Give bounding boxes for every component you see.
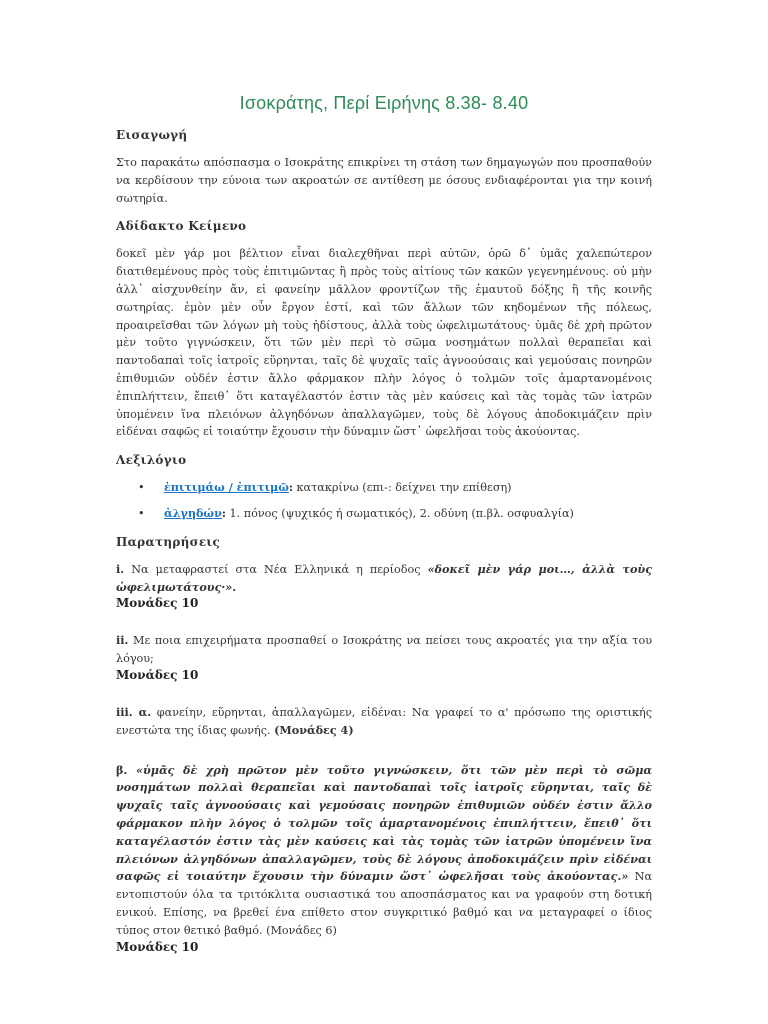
- notes-heading: Παρατηρήσεις: [116, 534, 221, 549]
- intro-text: Στο παρακάτω απόσπασμα ο Ισοκράτης επικρίνει τη στάση των δημαγωγών που προσπαθούν να κερδίσουν την εύνοια των ακροατών σε αντίθεση με όσους ενδιαφέρονται για την κοινή σωτηρία.: [116, 156, 652, 205]
- question-quote: «ὑμᾶς δὲ χρὴ πρῶτον μὲν τοῦτο γιγνώσκειν, ὅτι τῶν μὲν περὶ τὸ σῶμα νοσημάτων πολλαὶ θεραπεῖαι καὶ παντοδαπαὶ τοῖς ἰατροῖς εὕρηνται, ταῖς δὲ ψυχαῖς ταῖς ἀγνοούσαις καὶ γεμούσαις πονηρῶν ἐπιθυμιῶν οὐδέν ἐστιν ἄλλο φάρμακον πλὴν λόγος ὁ τολμῶν τοῖς ἁμαρτανομένοις ἐπιπλήττειν, ἔπειθ᾽ ὅτι καταγέλαστόν ἐστιν τὰς μὲν καύσεις καὶ τὰς τομὰς τῶν ἰατρῶν ὑπομένειν ἵνα πλειόνων ἀλγηδόνων ἀπαλλαγῶμεν, τοὺς δὲ λόγους ἀποδοκιμάζειν πρὶν εἰδέναι σαφῶς εἰ τοιαύτην ἔχουσιν τὴν δύναμιν ὥστ᾽ ὠφελῆσαι τοὺς ἀκούοντας.»: [116, 762, 652, 884]
- bullet-icon: •: [138, 481, 145, 495]
- question-number: ii.: [116, 633, 129, 648]
- vocabulary-heading: Λεξιλόγιο: [116, 453, 187, 468]
- vocabulary-definition: κατακρίνω (επι-: δείχνει την επίθεση): [293, 481, 512, 495]
- vocabulary-list: [116, 479, 652, 523]
- question-3b: [116, 762, 652, 954]
- question-number: i.: [116, 561, 125, 576]
- vocabulary-item: [138, 505, 652, 523]
- question-text: Να εντοπιστούν όλα τα τριτόκλιτα ουσιαστικά του αποσπάσματος και να γραφούν στη δοτική ενικού. Επίσης, να βρεθεί ένα επίθετο στον συγκριτικό βαθμό και να μεταγραφεί ο ίδιος τύπος στον θετικό βαθμό. (Μονάδες 6): [116, 870, 653, 937]
- question-units: (Μονάδες 4): [274, 722, 354, 737]
- question-units: Μονάδες 10: [116, 667, 199, 682]
- vocabulary-term-link[interactable]: ἀλγηδών: [164, 505, 222, 520]
- question-quote: «δοκεῖ μὲν γάρ μοι…, ἀλλὰ τοὺς ὠφελιμωτάτους·».: [116, 561, 653, 594]
- question-text: Να μεταφραστεί στα Νέα Ελληνικά η περίοδος: [124, 562, 428, 576]
- question-1: [116, 561, 652, 611]
- bullet-icon: •: [138, 506, 145, 520]
- vocabulary-separator: :: [288, 480, 293, 495]
- question-text: φανείην, εὕρηνται, ἀπαλλαγῶμεν, εἰδέναι: Να γραφεί το α' πρόσωπο της οριστικής ενεστώτα της ίδιας φωνής.: [116, 705, 652, 737]
- question-units: Μονάδες 10: [116, 939, 199, 954]
- page-title: Ισοκράτης, Περί Ειρήνης 8.38- 8.40: [239, 93, 529, 113]
- vocabulary-definition: 1. πόνος (ψυχικός ή σωματικός), 2. οδύνη (π.βλ. οσφυαλγία): [226, 506, 574, 520]
- question-3a: [116, 704, 652, 740]
- question-sub-label: β.: [116, 762, 128, 777]
- vocabulary-term-link[interactable]: ἐπιτιμάω / ἐπιτιμῶ: [164, 480, 289, 495]
- intro-heading: Εισαγωγή: [116, 128, 188, 142]
- source-text: δοκεῖ μὲν γάρ μοι βέλτιον εἶναι διαλεχθῆναι περὶ αὐτῶν, ὁρῶ δ᾽ ὑμᾶς χαλεπώτερον διατιθεμένους πρὸς τοὺς ἐπιτιμῶντας ἢ πρὸς τοὺς αἰτίους τῶν κακῶν γεγενημένους. οὐ μὴν ἀλλ᾽ αἰσχυνθείην ἄν, εἰ φανείην μᾶλλον φροντίζων τῆς ἐμαυτοῦ δόξης ἢ τῆς κοινῆς σωτηρίας. ἐμὸν μὲν οὖν ἔργον ἐστί, καὶ τῶν ἄλλων τῶν κηδομένων τῆς πόλεως, προαιρεῖσθαι τῶν λόγων μὴ τοὺς ἡδίστους, ἀλλὰ τοὺς ὠφελιμωτάτους· ὑμᾶς δὲ χρὴ πρῶτον μὲν τοῦτο γιγνώσκειν, ὅτι τῶν μὲν περὶ τὸ σῶμα νοσημάτων πολλαὶ θεραπεῖαι καὶ παντοδαπαὶ τοῖς ἰατροῖς εὕρηνται, ταῖς δὲ ψυχαῖς ταῖς ἀγνοούσαις καὶ γεμούσαις πονηρῶν ἐπιθυμιῶν οὐδέν ἐστιν ἄλλο φάρμακον πλὴν λόγος ὁ τολμῶν τοῖς ἁμαρτανομένοις ἐπιπλήττειν, ἔπειθ᾽ ὅτι καταγέλαστόν ἐστιν τὰς μὲν καύσεις καὶ τὰς τομὰς τῶν ἰατρῶν ὑπομένειν ἵνα πλειόνων ἀλγηδόνων ἀπαλλαγῶμεν, τοὺς δὲ λόγους ἀποδοκιμάζειν πρὶν εἰδέναι σαφῶς εἰ τοιαύτην ἔχουσιν τὴν δύναμιν ὥστ᾽ ὠφελῆσαι τοὺς ἀκούοντας.: [116, 247, 652, 439]
- question-2: [116, 632, 652, 682]
- question-number: iii.: [116, 704, 133, 719]
- source-text-heading: Αδίδακτο Κείμενο: [116, 219, 247, 234]
- question-units: Μονάδες 10: [116, 596, 199, 611]
- question-text: Με ποια επιχειρήματα προσπαθεί ο Ισοκράτης να πείσει τους ακροατές για την αξία του λόγου;: [116, 634, 652, 666]
- question-sub-label: α.: [132, 704, 152, 719]
- vocabulary-item: [138, 479, 652, 497]
- vocabulary-separator: :: [221, 505, 226, 520]
